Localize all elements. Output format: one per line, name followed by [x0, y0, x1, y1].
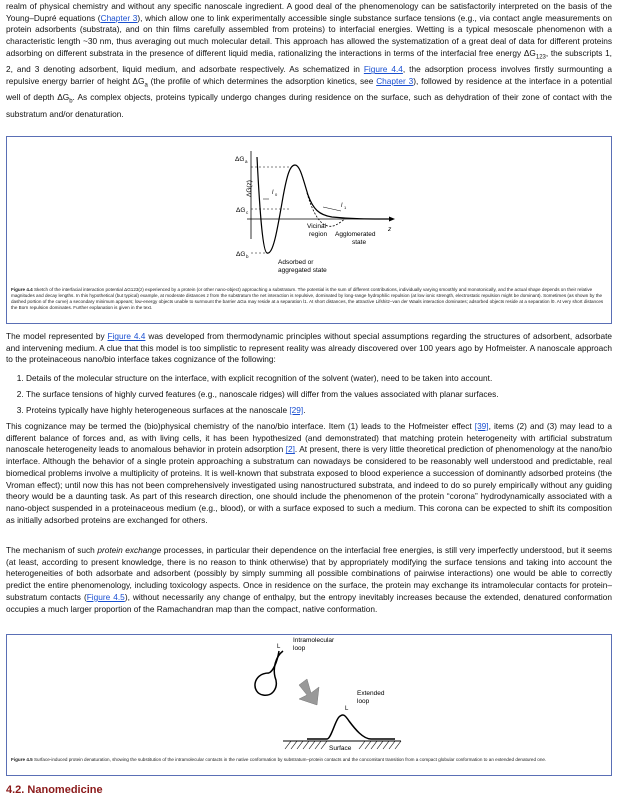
interaction-potential-diagram [7, 137, 611, 287]
list-item: 2. The surface tensions of highly curved features (e.g., nanoscale ridges) will differ from the values associated with planar surfaces. [26, 389, 617, 399]
svg-text:0: 0 [275, 192, 278, 197]
label-l1: l [341, 203, 343, 209]
figure-4-5 [6, 634, 612, 776]
svg-text:a: a [245, 159, 248, 164]
label-delta-g-a: ΔG [235, 156, 245, 163]
svg-text:c: c [246, 210, 249, 215]
paragraph-1: realm of physical chemistry and without any specific nanoscale ingredient. A good deal of the phenomenology can be satisfactorily interpreted on the basis of the Young–Dupré equations (Chapter 3), which allow one to link experimentally accessible single substance surface tensions (e.g., via contact angle measurements on protein adsorbents (substrata), and on thin films carefully assembled from proteins) to interfacial energies. Wetting is a typical mesoscale phenomenon with a characteristic length ~30 nm, thus averaging out much molecular detail. This approach has allowed the systematization of a great deal of data for different proteins adsorbing on different substrata in the presence of different liquid media, rationalizing the interactions in terms of the interfacial free energy $\Delta G_{123}$, the subscripts 1, 2, and 3 denoting adsorbent, liquid medium, and adsorbate respectively. As schematized in Figure 4.4, the adsorption process involves firstly surmounting a repulsive energy barrier of height $\Delta G_a$ (the profile of which determines the adsorption kinetics, see Chapter 3), followed by residence at the interface in a potential well of depth $\Delta G_b$. As complex objects, proteins typically undergo changes during residence on the surface, such as dehydration of their zone of contact with the substratum and/or denaturation. [6, 1, 613, 119]
label-delta-g-c: ΔG [236, 207, 246, 214]
list-item: 3. Proteins typically have highly heterogeneous surfaces at the nanoscale [29]. [26, 405, 617, 415]
paragraph-4: The mechanism of such protein exchange processes, in particular their dependence on the interfacial free energies, is still very imperfectly understood, but it seems (at least, according to present knowledge, there is no reason to think otherwise) that by appropriately modifying the surface tensions and taking into account the heterogeneities of both adsorbate and adsorbent (possibly by simply summing all possible combinations of pairwise interactions) one would be able to correctly predict the entire phenomenology, including toxicology aspects. Once in residence on the surface, the protein may exchange its intramolecular contacts for protein–substratum contacts (Figure 4.5), without necessarily any change of enthalpy, but the entropy inevitably increases because the extended, denatured conformation occupies a much larger proportion of the Ramachandran map than the compact, native conformation. [6, 545, 612, 614]
label-l-bottom: L [345, 706, 349, 712]
figure-4-4-caption: Figure 4.4 Sketch of the interfacial interaction potential ΔG123(z) experienced by a protein (or other nano-object) approaching a substratum. The potential is the sum of different contributions, individually varying smoothly and monotonically, and the actual shape depends on their relative magnitudes and decay lengths. In this hypothetical (but typical) example, at moderate distances z from the substratum the net interaction is repulsive, dominated by long-range hydrophilic repulsion (at low ionic strength, electrostatic repulsion might be dominant). Sometimes (as shown by the dashed portion of the curve) a secondary minimum appears; low-energy objects unable to surmount the barrier ΔGa may reside at a separation l1. At short distances, the attractive Lifshitz–van der Waals interaction dominates; adsorbed objects reside at a separation l0. At very short distances the Born repulsion dominates. Further explanation is given in the text. [11, 287, 604, 310]
svg-text:state: state [352, 239, 367, 246]
label-extended-loop: Extended [357, 690, 385, 697]
transition-arrow [299, 679, 319, 705]
figure-4-4 [6, 136, 612, 324]
link-ref-39[interactable]: [39] [474, 421, 489, 431]
label-adsorbed-state: Adsorbed or [278, 259, 314, 266]
figure-4-5-caption: Figure 4.5 Surface-induced protein denaturation, showing the substitution of the intramolecular contacts in the native conformation by substratum–protein contacts and the concomitant transition from a compact globular conformation to an extended denatured one. [11, 757, 547, 762]
list-item: 1. Details of the molecular structure on the interface, with explicit recognition of the solvent (water), need to be taken into account. [26, 373, 617, 383]
link-chapter-3[interactable]: Chapter 3 [100, 12, 138, 23]
intramolecular-loop [255, 651, 283, 695]
label-agglomerated-state: Agglomerated [335, 231, 376, 238]
link-figure-4-4b[interactable]: Figure 4.4 [107, 331, 146, 341]
paragraph-2: The model represented by Figure 4.4 was developed from thermodynamic principles without special assumptions regarding the structures of adsorbent, adsorbate and intervening medium. A clue that this model is too simplistic to represent reality was already discovered over 100 years ago by Hofmeister. A nanoscale approach to the proteinaceous nano/bio interface takes cognizance of the following: [6, 331, 612, 365]
label-surface: Surface [329, 745, 352, 752]
link-chapter-3b[interactable]: Chapter 3 [376, 75, 414, 86]
extended-loop [307, 715, 395, 739]
label-intramolecular-loop: Intramolecular [293, 637, 335, 644]
link-ref-2[interactable]: [2] [285, 444, 295, 455]
link-figure-4-4[interactable]: Figure 4.4 [363, 64, 403, 75]
svg-text:b: b [246, 254, 249, 259]
svg-text:region: region [309, 231, 328, 238]
section-heading: 4.2. Nanomedicine [6, 784, 103, 796]
svg-text:loop: loop [293, 645, 306, 652]
svg-text:aggregated state: aggregated state [278, 267, 327, 274]
axis-label-z: z [388, 226, 392, 233]
link-figure-4-5[interactable]: Figure 4.5 [86, 591, 125, 602]
label-l0: l [272, 190, 274, 196]
svg-text:1: 1 [344, 205, 347, 210]
label-l-top: L [277, 644, 281, 650]
axis-label-delta-g-z: ΔG(z) [246, 180, 253, 197]
paragraph-3: This cognizance may be termed the (bio)physical chemistry of the nano/bio interface. Item (1) leads to the Hofmeister effect [39], items (2) and (3) may lead to a different balance of forces and, as with living cells, it has been hypothesized (and demonstrated) that matching protein heterogeneity with artificial substratum nanoscale heterogeneity leads to anomalous behavior in protein adsorption [2]. At present, there is very little theoretical prediction of phenomenology at the nano/bio interface. Although the behavior of a single protein approaching a substratum can nowadays be considered to be reasonably well understood and predictable, real biomedical problems involve a multiplicity of proteins. It is well-known that substrata exposed to blood experience a succession of dominantly adsorbed proteins (the Vroman effect); until now this has not been comprehensively investigated using nanostructured substrata, and indeed to do so purely empirically without any guiding theory would be a daunting task. As part of this research direction, one should include the phenomenon of the protein “corona” hydrodynamically associated with a nano-object suspended in a proteinaceous medium (e.g., blood), or with a surface exposed to such a medium. This corona can be expected to shift its composition as initially adsorbed proteins are exchanged for others. [6, 421, 612, 525]
secondary-minimum-curve [307, 193, 345, 226]
protein-denaturation-diagram [7, 635, 611, 757]
svg-text:loop: loop [357, 698, 370, 705]
numbered-list [14, 373, 617, 421]
label-vicinal-region: Vicinal [307, 223, 327, 230]
link-ref-29[interactable]: [29] [289, 405, 304, 415]
label-delta-g-b: ΔG [236, 251, 246, 258]
potential-curve [257, 157, 389, 253]
